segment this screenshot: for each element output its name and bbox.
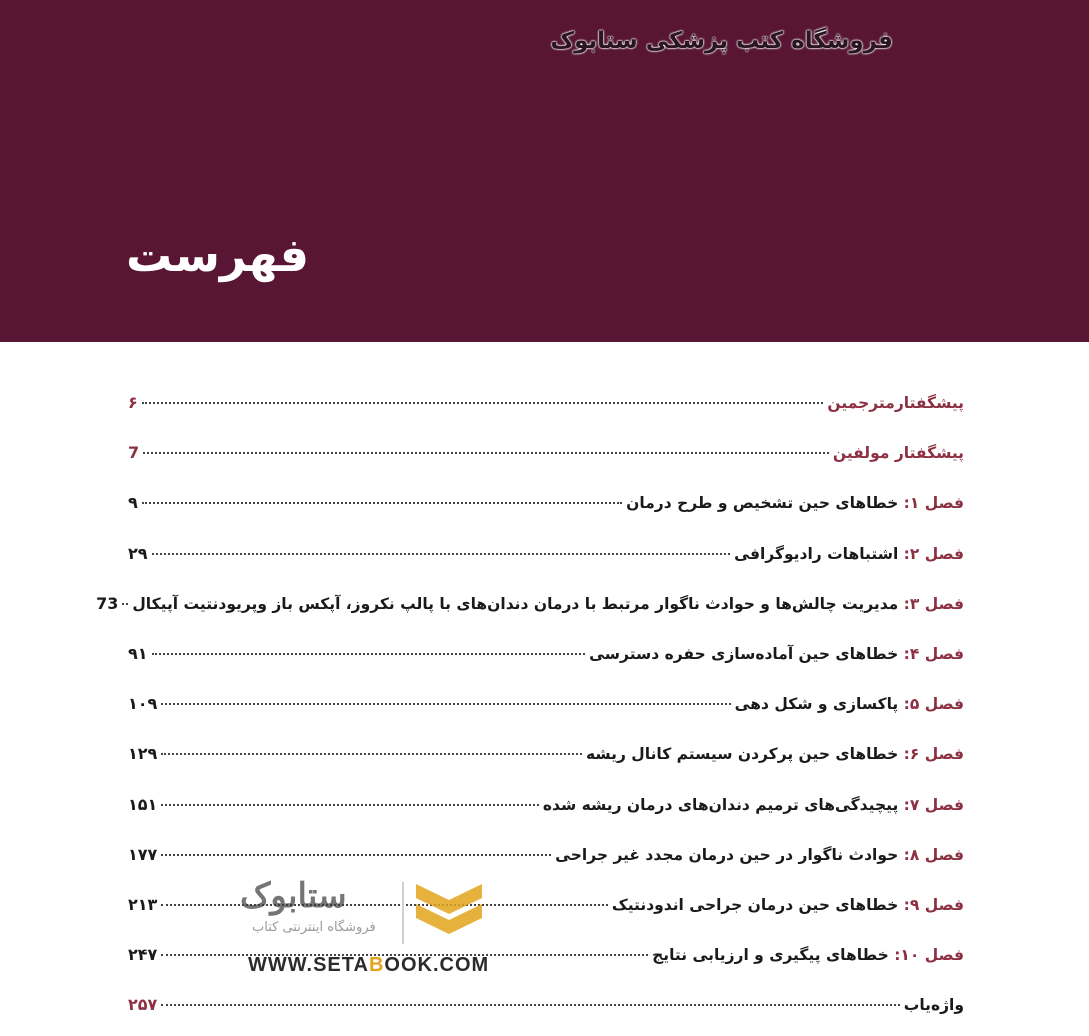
toc-title-text: خطاهای حین آماده‌سازی حفره دسترسی [589,644,899,663]
toc-row [128,384,964,434]
dot-leader [152,553,731,555]
toc-page-number: ۱۷۷ [128,844,158,864]
toc-chapter-number: فصل ۲: [903,544,964,563]
toc-chapter-number: فصل ۸: [903,845,964,864]
dot-leader [122,603,128,605]
toc-row [128,535,964,585]
toc-chapter-number: فصل ۹: [903,895,964,914]
toc-entry-title [626,484,964,522]
toc-entry-title [735,685,964,723]
toc-chapter-number: فصل ۶: [903,745,964,764]
header-banner [0,0,1089,342]
toc-entry-title [734,535,964,573]
toc-title-text: خطاهای حین تشخیص و طرح درمان [626,494,899,513]
toc-page-number: ۱۲۹ [128,744,158,764]
toc-entry-title [555,836,964,874]
toc-title-text: پاکسازی و شکل دهی [734,695,899,714]
toc-entry-title [827,384,964,422]
toc-page-number: ۶ [128,393,138,412]
toc-entry-title [833,434,964,472]
toc-entry-title [652,936,964,974]
toc-page-number: ۲۵۷ [128,995,158,1015]
page-title: فهرست [126,228,310,282]
dot-leader [161,804,539,806]
watermark-logo [234,872,494,982]
toc-title-text: خطاهای حین پرکردن سیستم کانال ریشه [586,745,899,764]
toc-page-number: ۹۱ [128,643,148,663]
toc-page-number: 7 [128,443,140,463]
toc-row [128,986,964,1036]
toc-title-text: اشتباهات رادیوگرافی [734,544,899,563]
watermark-brand: ستابوک [240,877,347,915]
toc-chapter-number: فصل ۱: [903,494,964,513]
dot-leader [161,1004,899,1006]
toc-chapter-number: فصل ۴: [903,644,964,663]
toc-page-number: ۱۵۱ [128,794,158,814]
dot-leader [161,753,582,755]
toc-page-number: ۲۹ [128,543,148,563]
toc-row [128,484,964,534]
toc-entry-title [586,735,964,773]
dot-leader [143,452,829,454]
toc-title-text: پیشگفتار مولفین [832,444,964,463]
dot-leader [161,854,551,856]
toc-row [128,786,964,836]
watermark-divider [402,882,404,944]
toc-chapter-number: فصل ۷: [903,795,964,814]
toc-title-text: حوادث ناگوار در حین درمان مجدد غیر جراحی [555,845,899,864]
toc-title-text: خطاهای حین درمان جراحی اندودنتیک [611,895,899,914]
toc-chapter-number: فصل ۳: [903,594,964,613]
store-name: فروشگاه کتب پزشکی ستابوک [550,28,893,54]
toc-entry-title [589,635,964,673]
toc-title-text: پیشگفتارمترجمین [827,394,964,412]
toc-row [128,635,964,685]
book-stack-icon [412,878,486,944]
dot-leader [142,402,824,404]
toc-page-number: ۲۴۷ [128,945,158,965]
toc-chapter-number: فصل ۵: [903,695,964,714]
watermark-subtitle: فروشگاه اینترنتی کتاب [252,920,376,935]
dot-leader [142,502,622,504]
toc-title-text: خطاهای پیگیری و ارزیابی نتایج [652,946,889,965]
watermark-site: WWW.SETABOOK.COM [248,954,490,976]
toc-row [96,585,964,635]
toc-page-number: ۱۰۹ [128,694,158,714]
toc-entry-title [132,585,964,623]
toc-title-text: واژه‌یاب [903,996,964,1015]
toc-row [128,735,964,785]
toc-entry-title [612,886,964,924]
toc-entry-title [543,786,964,824]
toc-page-number: 73 [96,593,119,613]
dot-leader [152,653,586,655]
dot-leader [161,703,730,705]
toc-title-text: مدیریت چالش‌ها و حوادث ناگوار مرتبط با درمان دندان‌های با پالپ نکروز، آپکس باز وپریودنتیت آپیکال [132,594,899,613]
toc-chapter-number: فصل ۱۰: [894,946,964,965]
toc-page-number: ۹ [128,493,138,513]
toc-page-number: ۲۱۳ [128,894,158,914]
toc-entry-title [904,986,964,1024]
toc-row [128,434,964,484]
toc-row [128,685,964,735]
toc-title-text: پیچیدگی‌های ترمیم دندان‌های درمان ریشه شده [542,795,899,814]
